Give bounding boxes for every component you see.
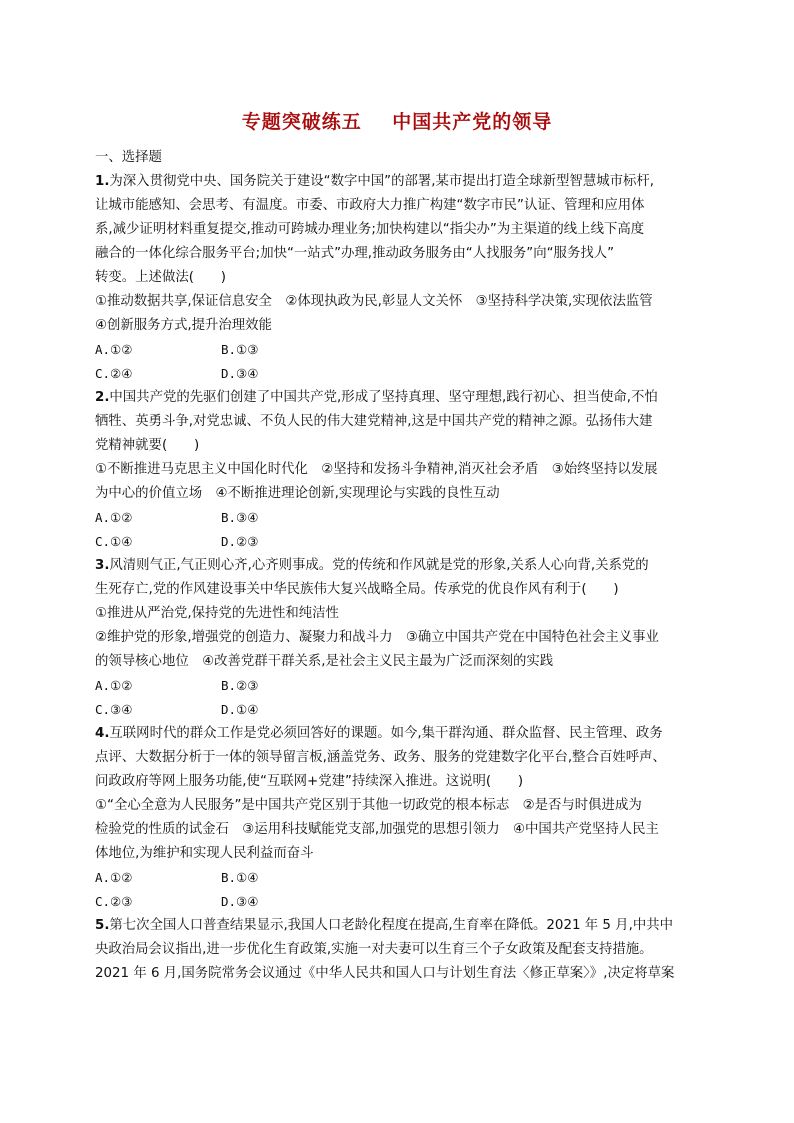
question-stem-line (95, 554, 707, 578)
stem-text: 为深入贯彻党中央、国务院关于建设“数字中国”的部署,某市提出打造全球新型智慧城市标杆, (109, 174, 655, 189)
options-row (95, 674, 707, 698)
option-a: A.①② (95, 870, 133, 885)
question-stem-line (95, 170, 707, 194)
question-number: 1. (95, 174, 110, 189)
options-row (95, 698, 707, 722)
option-c: C.②④ (95, 366, 133, 381)
question-stem-line: 生死存亡,党的作风建设事关中华民族伟大复兴战略全局。传承党的优良作风有利于( ) (95, 582, 619, 597)
option-d: D.①④ (221, 702, 259, 717)
question-stem-line: 系,减少证明材料重复提交,推动可跨城办理业务;加快构建以“指尖办”为主渠道的线上线下高度 (95, 222, 645, 237)
option-c: C.①④ (95, 534, 133, 549)
option-b: B.①④ (221, 870, 259, 885)
question-stem-line: 央政治局会议指出,进一步优化生育政策,实施一对夫妻可以生育三个子女政策及配套支持措施。 (95, 942, 653, 957)
question-2 (95, 386, 707, 554)
options-row (95, 866, 707, 890)
question-stem-line (95, 386, 707, 410)
option-a: A.①② (95, 342, 133, 357)
question-4 (95, 722, 707, 914)
question-1 (95, 170, 707, 386)
option-a: A.①② (95, 678, 133, 693)
question-number: 4. (95, 726, 110, 741)
statement-line: 为中心的价值立场 ④不断推进理论创新,实现理论与实践的良性互动 (95, 486, 500, 501)
options-row (95, 338, 707, 362)
statement-line: 的领导核心地位 ④改善党群干群关系,是社会主义民主最为广泛而深刻的实践 (95, 654, 554, 669)
question-stem-line: 让城市能感知、会思考、有温度。市委、市政府大力推广构建“数字市民”认证、管理和应用体 (95, 198, 645, 213)
question-number: 3. (95, 558, 110, 573)
question-stem-line (95, 914, 707, 938)
statement-line: ①“全心全意为人民服务”是中国共产党区别于其他一切政党的根本标志 ②是否与时俱进成为 (95, 798, 642, 813)
statement-line: ④创新服务方式,提升治理效能 (95, 318, 272, 333)
option-a: A.①② (95, 510, 133, 525)
document-body (95, 146, 707, 986)
question-stem-line: 2021 年 6 月,国务院常务会议通过《中华人民共和国人口与计划生育法〈修正草案〉》,决定将草案 (95, 966, 675, 981)
statement-line: ①推动数据共享,保证信息安全 ②体现执政为民,彰显人文关怀 ③坚持科学决策,实现依法监管 (95, 294, 653, 309)
question-stem-line: 点评、大数据分析于一体的领导留言板,涵盖党务、政务、服务的党建数字化平台,整合百姓呼声、 (95, 750, 666, 765)
option-d: D.③④ (221, 366, 259, 381)
options-row (95, 506, 707, 530)
question-stem-line: 牺牲、英勇斗争,对党忠诚、不负人民的伟大建党精神,这是中国共产党的精神之源。弘扬伟大建 (95, 414, 653, 429)
question-number: 5. (95, 918, 110, 933)
stem-text: 第七次全国人口普查结果显示,我国人口老龄化程度在提高,生育率在降低。2021 年 5 月,中共中 (109, 918, 673, 933)
options-row (95, 890, 707, 914)
statement-line: 体地位,为维护和实现人民利益而奋斗 (95, 846, 314, 861)
option-b: B.②③ (221, 678, 259, 693)
option-c: C.③④ (95, 702, 133, 717)
statement-line: ①推进从严治党,保持党的先进性和纯洁性 (95, 606, 339, 621)
option-b: B.①③ (221, 342, 259, 357)
question-5 (95, 914, 707, 986)
option-b: B.③④ (221, 510, 259, 525)
question-stem-line (95, 722, 707, 746)
option-c: C.②③ (95, 894, 133, 909)
page-title: 专题突破练五 中国共产党的领导 (241, 111, 553, 133)
question-stem-line: 融合的一体化综合服务平台;加快“一站式”办理,推动政务服务由“人找服务”向“服务找人” (95, 246, 615, 261)
question-stem-line: 问政政府等网上服务功能,使“互联网+党建”持续深入推进。这说明( ) (95, 774, 524, 789)
stem-text: 风清则气正,气正则心齐,心齐则事成。党的传统和作风就是党的形象,关系人心向背,关系党的 (109, 558, 649, 573)
options-row (95, 362, 707, 386)
options-row (95, 530, 707, 554)
stem-text: 互联网时代的群众工作是党必须回答好的课题。如今,集干群沟通、群众监督、民主管理、政务 (109, 726, 663, 741)
statement-line: 检验党的性质的试金石 ③运用科技赋能党支部,加强党的思想引领力 ④中国共产党坚持人民主 (95, 822, 659, 837)
section-heading: 一、选择题 (95, 150, 162, 165)
option-d: D.②③ (221, 534, 259, 549)
statement-line: ①不断推进马克思主义中国化时代化 ②坚持和发扬斗争精神,消灭社会矛盾 ③始终坚持以发展 (95, 462, 658, 477)
question-3 (95, 554, 707, 722)
statement-line: ②维护党的形象,增强党的创造力、凝聚力和战斗力 ③确立中国共产党在中国特色社会主义事业 (95, 630, 659, 645)
question-stem-line: 党精神就要( ) (95, 438, 200, 453)
option-d: D.③④ (221, 894, 259, 909)
question-number: 2. (95, 390, 110, 405)
stem-text: 中国共产党的先驱们创建了中国共产党,形成了坚持真理、坚守理想,践行初心、担当使命,不怕 (109, 390, 658, 405)
question-stem-line: 转变。上述做法( ) (95, 270, 226, 285)
